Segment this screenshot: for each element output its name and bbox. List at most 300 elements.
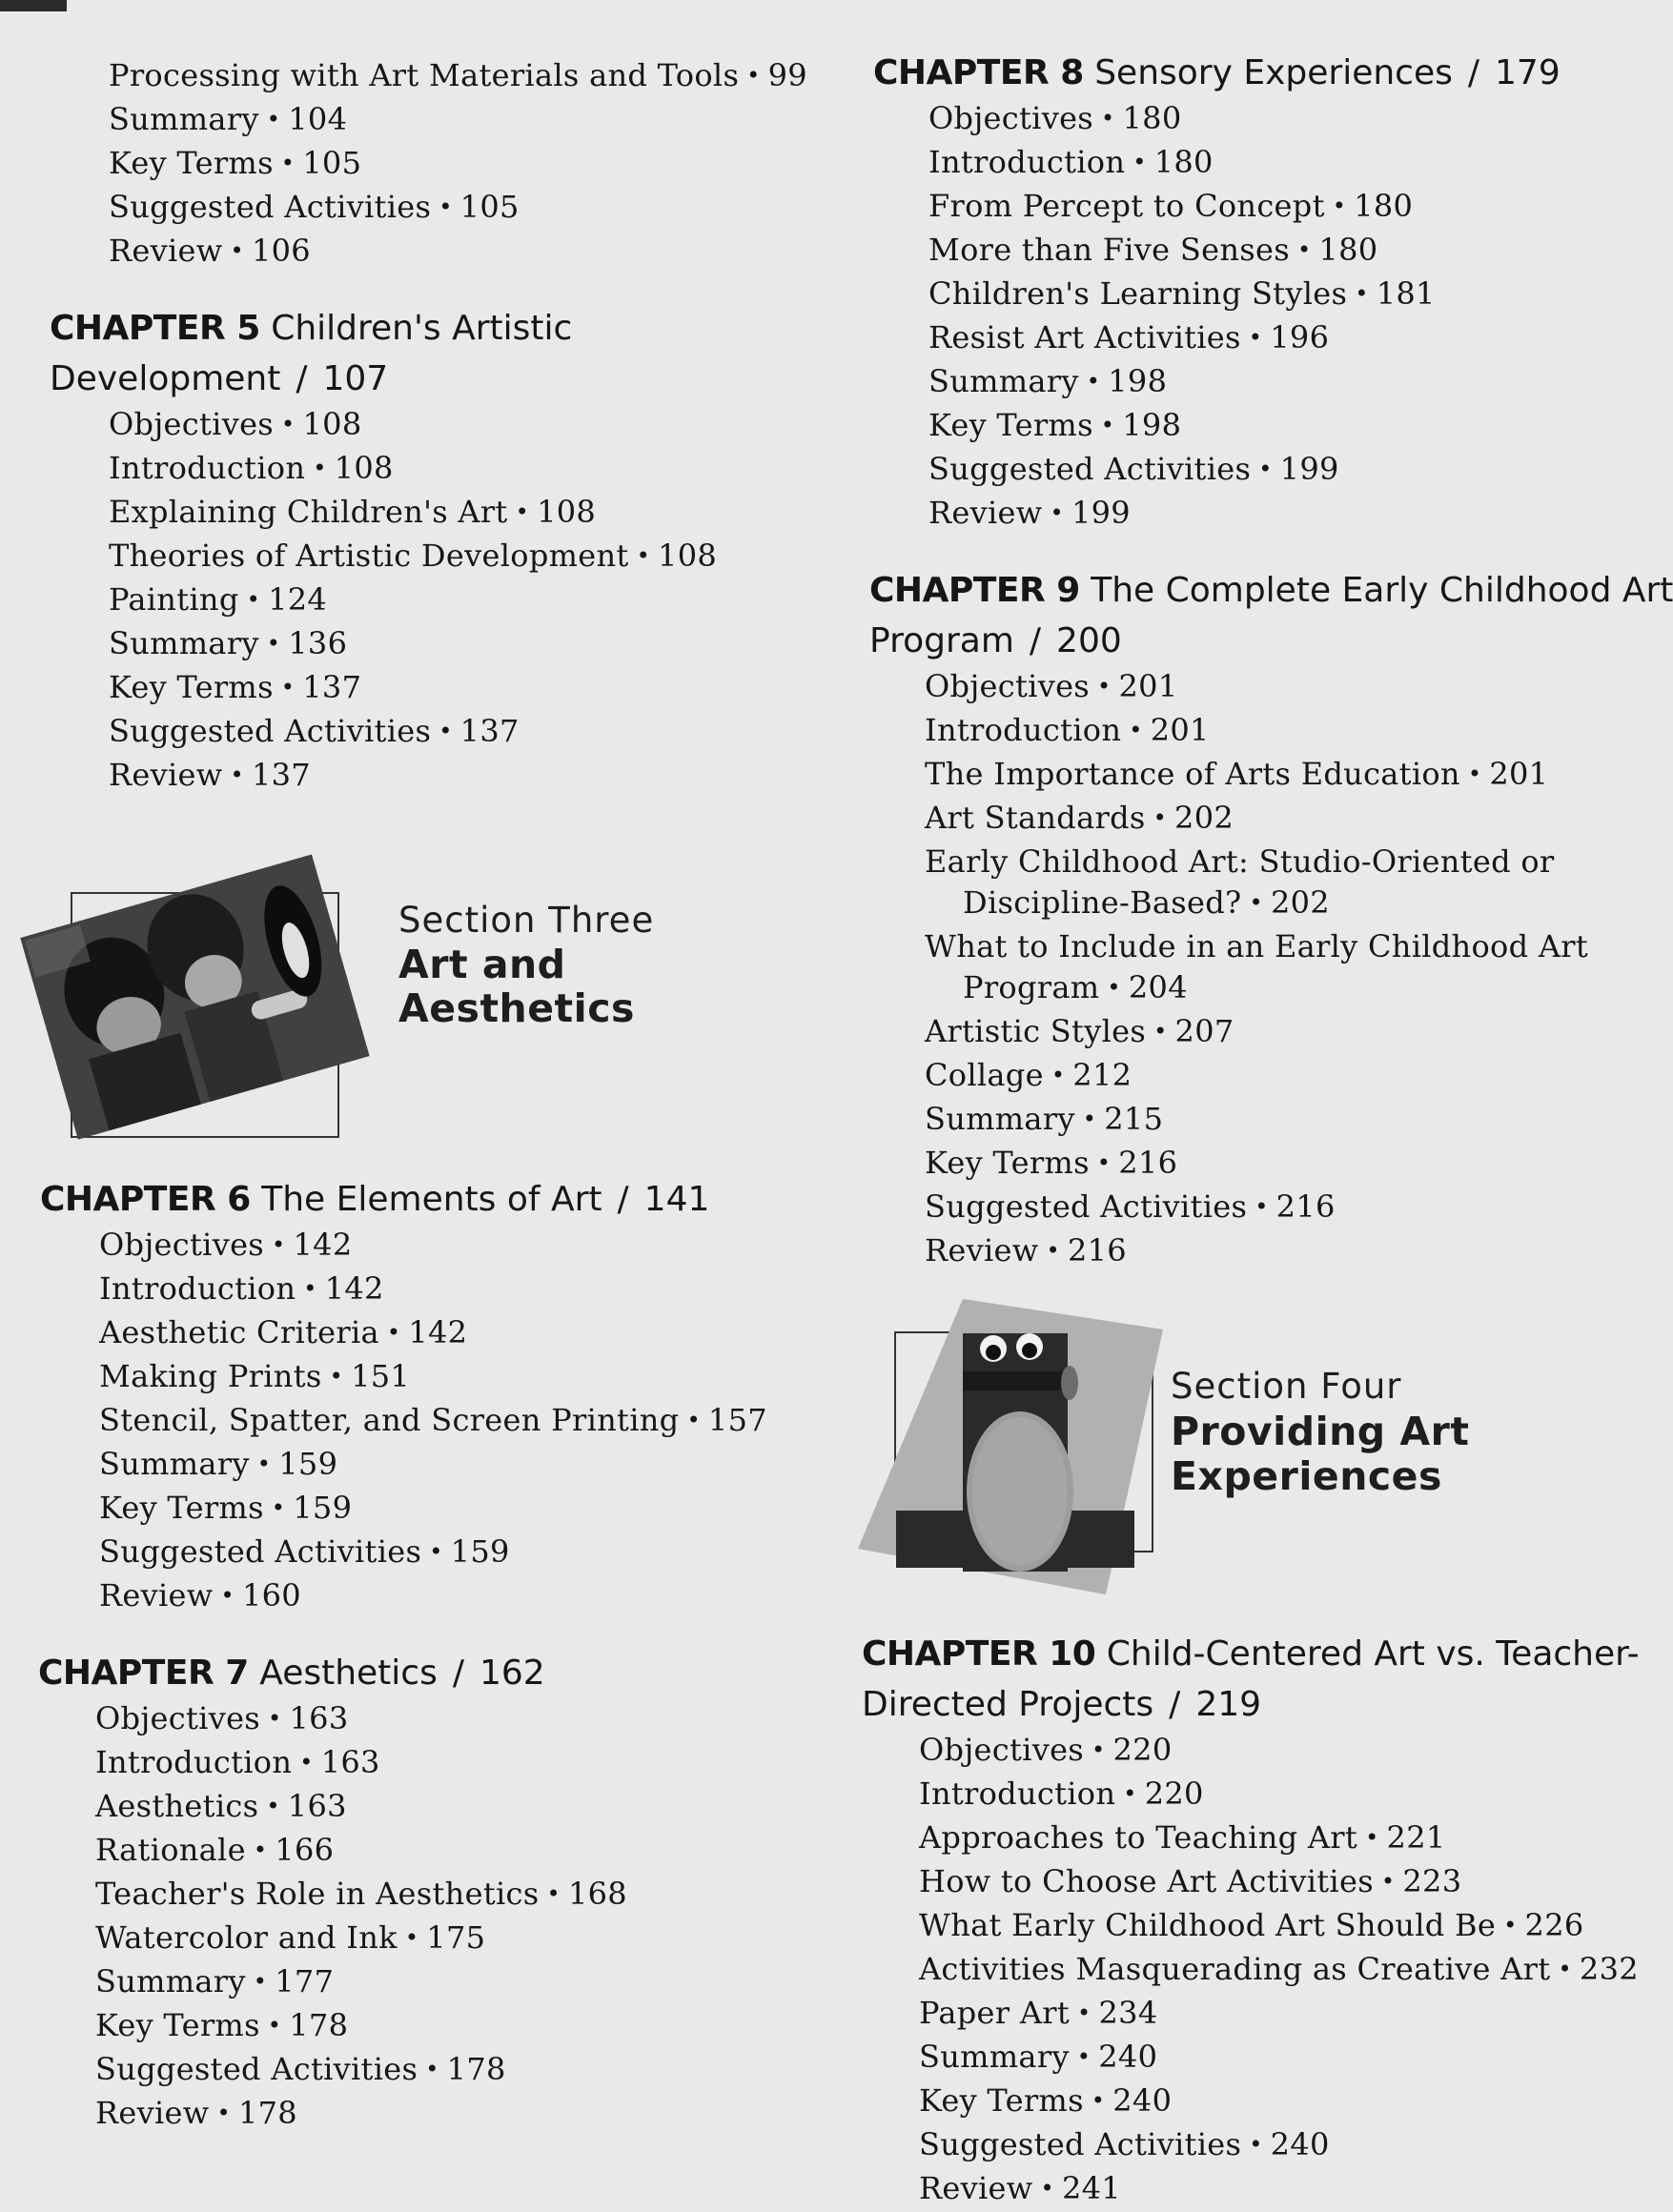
- bullet-separator: •: [253, 1968, 268, 1995]
- entry-page: 163: [320, 1744, 380, 1780]
- entry-page: 177: [275, 1963, 335, 1999]
- entry-page: 220: [1144, 1776, 1204, 1812]
- entry-page: 163: [287, 1788, 347, 1824]
- entry-page: 168: [567, 1876, 627, 1912]
- entry-title: Suggested Activities: [928, 451, 1252, 487]
- entry-page: 160: [241, 1577, 301, 1613]
- bullet-separator: •: [313, 455, 327, 481]
- entry-page: 232: [1579, 1951, 1639, 1987]
- bullet-separator: •: [220, 1582, 235, 1609]
- toc-entry: [99, 1225, 820, 1268]
- toc-entry: [919, 2080, 1611, 2124]
- bullet-separator: •: [386, 1319, 401, 1346]
- bullet-separator: •: [515, 498, 530, 525]
- slash-separator: /: [1467, 53, 1480, 92]
- toc-entry: [928, 317, 1611, 361]
- toc-entry: [99, 1532, 820, 1575]
- toc-entry: [919, 1905, 1611, 1949]
- entry-title: Artistic Styles: [925, 1013, 1147, 1049]
- toc-entry: [109, 55, 820, 99]
- toc-entry: [95, 1918, 820, 1961]
- entry-page: 142: [408, 1314, 468, 1350]
- chapter-page: 200: [1056, 621, 1122, 660]
- toc-entry: [919, 1861, 1611, 1905]
- bullet-separator: •: [1086, 368, 1101, 395]
- entry-page: 151: [351, 1358, 411, 1394]
- entry-title: What to Include in an Early Childhood Art: [925, 928, 1589, 964]
- entry-page: 159: [278, 1446, 338, 1482]
- entry-page: 124: [268, 581, 328, 618]
- entry-page: 202: [1270, 884, 1330, 921]
- entry-title: Rationale: [95, 1832, 246, 1868]
- paper-bag-puppet-photo-icon: [858, 1291, 1173, 1606]
- toc-entry: [925, 1011, 1611, 1055]
- entry-title: What Early Childhood Art Should Be: [919, 1907, 1497, 1943]
- entry-title: Suggested Activities: [109, 713, 432, 749]
- entry-page: 202: [1174, 800, 1234, 836]
- entry-page: 240: [1270, 2126, 1330, 2162]
- entry-title: Key Terms: [99, 1490, 264, 1526]
- chapter-4-continued: [38, 55, 820, 274]
- section-label: Section Three: [398, 900, 655, 941]
- entry-page: 136: [288, 625, 348, 661]
- toc-entry: [99, 1488, 820, 1532]
- toc-entry: [925, 1099, 1611, 1143]
- entry-page: 178: [446, 2051, 506, 2087]
- section-title-line2: Aesthetics: [398, 985, 635, 1031]
- bullet-separator: •: [1467, 761, 1482, 787]
- bullet-separator: •: [280, 150, 296, 176]
- bullet-separator: •: [246, 586, 261, 613]
- chapter-heading: [50, 303, 820, 354]
- toc-entry: [109, 99, 820, 143]
- entry-title: The Importance of Arts Education: [925, 756, 1460, 792]
- toc-entry: [919, 1949, 1639, 1993]
- toc-entry: [99, 1268, 820, 1312]
- entry-page: 178: [289, 2007, 349, 2043]
- entry-page: 181: [1376, 275, 1436, 312]
- bullet-separator: •: [746, 62, 761, 89]
- toc-entry: [928, 361, 1611, 405]
- bullet-separator: •: [230, 761, 244, 788]
- entry-title: Watercolor and Ink: [95, 1919, 398, 1956]
- entry-title: Activities Masquerading as Creative Art: [919, 1951, 1551, 1987]
- chapter-title-continued: Development: [50, 359, 281, 398]
- entry-page: 180: [1122, 100, 1182, 136]
- entry-title: Children's Learning Styles: [928, 275, 1348, 312]
- entry-page: 142: [293, 1227, 353, 1263]
- entry-title: Suggested Activities: [925, 1188, 1248, 1225]
- entry-title: Suggested Activities: [919, 2126, 1242, 2162]
- chapter-title: Aesthetics: [259, 1654, 438, 1693]
- chapter-title: Sensory Experiences: [1094, 53, 1453, 92]
- toc-entry: [928, 186, 1611, 230]
- chapter-heading: [869, 565, 1673, 616]
- entry-title: Summary: [919, 2039, 1070, 2075]
- entry-list: [29, 1225, 820, 1619]
- entry-page: 105: [459, 189, 520, 225]
- toc-entry: [109, 143, 820, 187]
- chapter-heading-line2: [50, 354, 820, 404]
- toc-entry: [919, 2124, 1611, 2168]
- entry-page: 212: [1072, 1057, 1132, 1093]
- entry-page: 108: [302, 406, 362, 442]
- bullet-separator: •: [256, 1451, 272, 1477]
- toc-entry: [925, 754, 1611, 798]
- entry-page: 108: [334, 450, 394, 486]
- entry-title: Approaches to Teaching Art: [919, 1819, 1358, 1856]
- entry-page: 216: [1067, 1232, 1127, 1268]
- chapter-heading-line2: [869, 616, 1611, 666]
- toc-entry: [99, 1400, 820, 1444]
- chapter-page: 141: [643, 1180, 710, 1219]
- entry-title: Summary: [109, 101, 259, 137]
- entry-title: Review: [109, 757, 223, 793]
- bullet-separator: •: [425, 2056, 439, 2082]
- toc-entry: [99, 1356, 820, 1400]
- toc-entry: [109, 492, 820, 536]
- section-label: Section Four: [1171, 1366, 1402, 1407]
- toc-entry: [925, 798, 1611, 842]
- entry-title: Summary: [95, 1963, 246, 1999]
- bullet-separator: •: [1249, 889, 1263, 916]
- entry-page: 108: [658, 538, 718, 574]
- bullet-separator: •: [1123, 1780, 1137, 1807]
- chapter-title: Children's Artistic: [271, 309, 573, 348]
- entry-page: 180: [1354, 188, 1414, 224]
- toc-entry: [95, 1830, 820, 1874]
- bullet-separator: •: [546, 1880, 561, 1907]
- entry-title: Key Terms: [928, 407, 1093, 443]
- bullet-separator: •: [1296, 236, 1312, 263]
- entry-title: Introduction: [928, 144, 1126, 180]
- bullet-separator: •: [1077, 1999, 1092, 2026]
- chapter-title-continued: Program: [869, 621, 1014, 660]
- toc-entry: [99, 1444, 820, 1488]
- chapter-8: [858, 48, 1611, 537]
- toc-entry: [928, 493, 1611, 537]
- entry-title: Explaining Children's Art: [109, 494, 508, 530]
- entry-page: 201: [1118, 668, 1178, 704]
- entry-page: 207: [1174, 1013, 1234, 1049]
- toc-entry: [925, 1143, 1611, 1187]
- entry-title: Review: [95, 2095, 210, 2131]
- entry-title: Objectives: [919, 1732, 1085, 1768]
- bullet-separator: •: [439, 718, 453, 744]
- toc-entry: [109, 536, 820, 579]
- toc-entry: [925, 710, 1611, 754]
- toc-entry: [928, 449, 1611, 493]
- section-title-line2: Experiences: [1171, 1453, 1442, 1499]
- bullet-separator: •: [1050, 499, 1064, 526]
- entry-title: Key Terms: [109, 669, 274, 705]
- slash-separator: /: [617, 1180, 629, 1219]
- chapter-label: CHAPTER 7: [38, 1654, 249, 1693]
- bullet-separator: •: [268, 1705, 282, 1732]
- toc-entry: [928, 142, 1611, 186]
- entry-title: Suggested Activities: [99, 1533, 422, 1570]
- chapter-page: 107: [322, 359, 389, 398]
- entry-title: Suggested Activities: [95, 2051, 418, 2087]
- toc-entry: [109, 667, 820, 711]
- entry-title: Teacher's Role in Aesthetics: [95, 1876, 540, 1912]
- entry-list: [854, 666, 1611, 1274]
- bullet-separator: •: [329, 1363, 344, 1390]
- toc-entry: [95, 2005, 820, 2049]
- entry-page: 198: [1108, 363, 1168, 399]
- toc-entry: [109, 231, 820, 274]
- entry-page: 241: [1061, 2170, 1121, 2206]
- entry-title: Aesthetics: [95, 1788, 259, 1824]
- slash-separator: /: [296, 359, 308, 398]
- toc-entry: [925, 926, 1611, 967]
- bullet-separator: •: [253, 1837, 268, 1863]
- entry-list: [858, 98, 1611, 537]
- entry-title: Review: [109, 233, 223, 269]
- toc-entry: [109, 579, 820, 623]
- bullet-separator: •: [1107, 974, 1121, 1001]
- entry-page: 234: [1098, 1995, 1158, 2031]
- toc-entry: [99, 1312, 820, 1356]
- entry-title: Early Childhood Art: Studio-Oriented or: [925, 843, 1555, 880]
- toc-entry: [925, 1055, 1611, 1099]
- chapter-5: [38, 303, 820, 799]
- bullet-separator: •: [1129, 717, 1143, 743]
- entry-page: 240: [1098, 2039, 1158, 2075]
- entry-page: 159: [293, 1490, 353, 1526]
- toc-entry: [95, 1742, 820, 1786]
- toc-entry: [919, 1993, 1611, 2037]
- bullet-separator: •: [1096, 1149, 1112, 1176]
- chapter-9: [858, 565, 1673, 1274]
- toc-entry: [95, 2093, 820, 2137]
- entry-title: More than Five Senses: [928, 232, 1290, 268]
- bullet-separator: •: [1076, 2043, 1092, 2070]
- entry-title: Key Terms: [109, 145, 274, 181]
- toc-entry: [925, 842, 1611, 883]
- bullet-separator: •: [303, 1275, 317, 1302]
- toc-entry: [925, 1187, 1611, 1230]
- entry-title: Collage: [925, 1057, 1044, 1093]
- entry-page: 137: [302, 669, 362, 705]
- chapter-page: 179: [1495, 53, 1561, 92]
- bullet-separator: •: [1249, 2131, 1263, 2158]
- bullet-separator: •: [1100, 412, 1115, 438]
- entry-list: [848, 1730, 1639, 2212]
- bullet-separator: •: [1558, 1956, 1572, 1982]
- entry-page: 106: [251, 233, 311, 269]
- chapter-title-continued: Directed Projects: [862, 1685, 1154, 1724]
- toc-entry: [95, 2049, 820, 2093]
- chapter-title: The Elements of Art: [261, 1180, 602, 1219]
- entry-page: 104: [288, 101, 348, 137]
- slash-separator: /: [452, 1654, 464, 1693]
- bullet-separator: •: [636, 542, 651, 569]
- entry-title: Summary: [99, 1446, 250, 1482]
- toc-entry: [95, 1786, 820, 1830]
- entry-page: 99: [767, 57, 807, 93]
- page-corner-tab: [0, 0, 67, 11]
- bullet-separator: •: [1101, 105, 1115, 132]
- entry-page: 137: [459, 713, 520, 749]
- toc-right-column: [858, 48, 1673, 2212]
- toc-entry: [95, 1874, 820, 1918]
- entry-page: 199: [1279, 451, 1339, 487]
- entry-title: Introduction: [109, 450, 306, 486]
- toc-left-column: [38, 55, 820, 2137]
- chapter-page: 162: [479, 1654, 545, 1693]
- entry-title: Introduction: [99, 1270, 296, 1307]
- chapter-10: [858, 1629, 1640, 2212]
- entry-title: Painting: [109, 581, 239, 618]
- toc-entry: [963, 883, 1611, 926]
- chapter-heading: [873, 48, 1611, 98]
- entry-page: 175: [426, 1919, 486, 1956]
- toc-entry: [928, 230, 1611, 274]
- entry-page: 201: [1489, 756, 1549, 792]
- entry-title: Making Prints: [99, 1358, 322, 1394]
- entry-page: 221: [1386, 1819, 1446, 1856]
- bullet-separator: •: [1051, 1062, 1066, 1088]
- toc-entry: [928, 274, 1611, 317]
- toc-entry: [95, 1961, 820, 2005]
- bullet-separator: •: [1355, 280, 1369, 307]
- toc-entry: [95, 1698, 820, 1742]
- entry-page: 108: [537, 494, 597, 530]
- chapter-7: [38, 1648, 820, 2137]
- toc-entry: [919, 1730, 1611, 1774]
- toc-entry: [925, 1230, 1611, 1274]
- bullet-separator: •: [1503, 1912, 1518, 1938]
- entry-title: Summary: [925, 1101, 1075, 1137]
- entry-title: Discipline-Based?: [963, 884, 1242, 921]
- toc-entry: [109, 404, 820, 448]
- toc-entry: [109, 755, 820, 799]
- entry-title: Review: [925, 1232, 1039, 1268]
- chapter-title: The Complete Early Childhood Art: [1091, 571, 1673, 610]
- toc-entry: [109, 711, 820, 755]
- bullet-separator: •: [439, 193, 453, 220]
- section-three-title: [398, 898, 654, 1031]
- section-four-block: [858, 1291, 1611, 1606]
- bullet-separator: •: [404, 1924, 419, 1951]
- toc-entry: [925, 666, 1611, 710]
- children-painting-photo-icon: [19, 837, 372, 1161]
- toc-entry: [919, 2037, 1611, 2080]
- entry-title: Introduction: [919, 1776, 1116, 1812]
- entry-page: 226: [1524, 1907, 1584, 1943]
- entry-page: 137: [251, 757, 311, 793]
- chapter-label: CHAPTER 10: [862, 1634, 1096, 1674]
- entry-title: Resist Art Activities: [928, 319, 1241, 355]
- entry-page: 166: [275, 1832, 335, 1868]
- slash-separator: /: [1029, 621, 1042, 660]
- entry-title: How to Choose Art Activities: [919, 1863, 1374, 1899]
- bullet-separator: •: [1255, 1193, 1269, 1220]
- bullet-separator: •: [1091, 2087, 1106, 2114]
- bullet-separator: •: [1040, 2175, 1054, 2202]
- entry-title: Key Terms: [95, 2007, 260, 2043]
- entry-title: Aesthetic Criteria: [99, 1314, 379, 1350]
- bullet-separator: •: [280, 674, 296, 700]
- chapter-heading: [38, 1648, 820, 1698]
- chapter-label: CHAPTER 8: [873, 53, 1084, 92]
- entry-title: Review: [99, 1577, 214, 1613]
- bullet-separator: •: [1153, 804, 1168, 831]
- entry-title: Summary: [109, 625, 259, 661]
- bullet-separator: •: [1332, 193, 1347, 219]
- entry-title: Objectives: [109, 406, 275, 442]
- entry-title: Introduction: [925, 712, 1122, 748]
- chapter-title: Child-Centered Art vs. Teacher-: [1106, 1634, 1640, 1674]
- section-title-line1: Providing Art: [1171, 1409, 1470, 1454]
- section-four-title: [1171, 1364, 1469, 1499]
- entry-title: Review: [919, 2170, 1033, 2206]
- entry-page: 204: [1128, 969, 1188, 1005]
- bullet-separator: •: [230, 237, 244, 264]
- chapter-label: CHAPTER 5: [50, 309, 260, 348]
- bullet-separator: •: [266, 1793, 280, 1819]
- toc-entry: [919, 2168, 1611, 2212]
- bullet-separator: •: [299, 1749, 314, 1776]
- entry-list: [25, 1698, 820, 2137]
- entry-title: Key Terms: [919, 2082, 1084, 2119]
- entry-page: 157: [707, 1402, 767, 1438]
- entry-page: 220: [1112, 1732, 1173, 1768]
- entry-page: 215: [1104, 1101, 1164, 1137]
- bullet-separator: •: [1153, 1018, 1168, 1045]
- bullet-separator: •: [1082, 1106, 1097, 1132]
- toc-entry: [928, 405, 1611, 449]
- entry-page: 240: [1112, 2082, 1173, 2119]
- entry-page: 196: [1270, 319, 1330, 355]
- entry-page: 142: [324, 1270, 384, 1307]
- bullet-separator: •: [1380, 1868, 1396, 1895]
- bullet-separator: •: [266, 630, 281, 657]
- bullet-separator: •: [271, 1494, 286, 1521]
- entry-page: 105: [302, 145, 362, 181]
- entry-title: Introduction: [95, 1744, 293, 1780]
- entry-title: Objectives: [95, 1700, 261, 1736]
- entry-title: Summary: [928, 363, 1079, 399]
- entry-page: 201: [1150, 712, 1210, 748]
- chapter-page: 219: [1195, 1685, 1262, 1724]
- toc-entry: [99, 1575, 820, 1619]
- toc-entry: [919, 1774, 1611, 1817]
- toc-entry: [109, 623, 820, 667]
- entry-title: Suggested Activities: [109, 189, 432, 225]
- entry-page: 180: [1318, 232, 1378, 268]
- chapter-heading: [862, 1629, 1640, 1679]
- entry-title: Paper Art: [919, 1995, 1071, 2031]
- entry-title: Review: [928, 495, 1043, 531]
- entry-page: 180: [1153, 144, 1214, 180]
- bullet-separator: •: [281, 411, 296, 437]
- entry-title: Objectives: [99, 1227, 265, 1263]
- bullet-separator: •: [216, 2100, 231, 2126]
- entry-title: Stencil, Spatter, and Screen Printing: [99, 1402, 680, 1438]
- entry-page: 199: [1071, 495, 1131, 531]
- section-three-block: [38, 837, 820, 1151]
- bullet-separator: •: [429, 1538, 443, 1565]
- bullet-separator: •: [267, 2012, 282, 2039]
- entry-page: 216: [1118, 1145, 1178, 1181]
- chapter-label: CHAPTER 9: [869, 571, 1080, 610]
- slash-separator: /: [1169, 1685, 1181, 1724]
- entry-title: Art Standards: [925, 800, 1146, 836]
- entry-page: 198: [1122, 407, 1182, 443]
- entry-title: Objectives: [928, 100, 1094, 136]
